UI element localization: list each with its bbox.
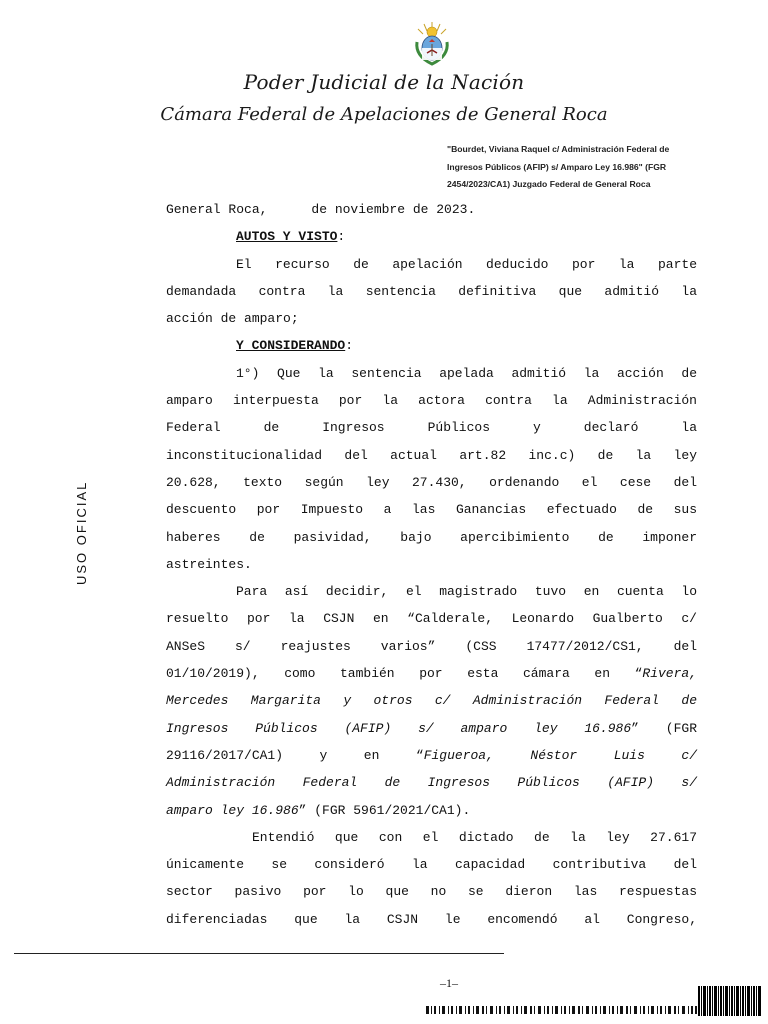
text-line: haberes de pasividad, bajo apercibimiento de imponer xyxy=(166,529,697,545)
text-line: sector pasivo por lo que no se dieron las respuestas xyxy=(166,884,697,900)
case-citation: Rivera, xyxy=(642,666,697,682)
barcode-strip-icon xyxy=(426,1006,698,1014)
text-segment: ” (FGR 5961/2021/CA1). xyxy=(298,802,471,818)
considerando-heading: Y CONSIDERANDO xyxy=(236,338,346,354)
court-name: Poder Judicial de la Nación xyxy=(243,70,525,94)
considerando-colon: : xyxy=(345,338,354,354)
text-line xyxy=(166,660,697,687)
text-line xyxy=(166,797,697,824)
text-line: El recurso de apelación deducido por la parte xyxy=(236,256,697,272)
text-segment: ” (FGR xyxy=(631,720,697,736)
text-line: amparo interpuesta por la actora contra la Administración xyxy=(166,393,697,409)
text-line: resuelto por la CSJN en “Calderale, Leonardo Gualberto c/ xyxy=(166,611,697,627)
text-line: 20.628, texto según ley 27.430, ordenando el cese del xyxy=(166,474,697,490)
case-citation: Ingresos Públicos (AFIP) s/ amparo ley 16.986 xyxy=(166,720,632,736)
barcode-icon xyxy=(698,986,762,1016)
text-line: demandada contra la sentencia definitiva que admitió la xyxy=(166,283,697,299)
text-line: Para así decidir, el magistrado tuvo en cuenta lo xyxy=(236,584,697,600)
case-caption: "Bourdet, Viviana Raquel c/ Administración Federal de Ingresos Públicos (AFIP) s/ Amparo Ley 16.986" (FGR 2454/2023/CA1) Juzgado Federal de General Roca xyxy=(447,144,670,189)
date-place: General Roca, xyxy=(166,202,268,217)
autos-heading: AUTOS Y VISTO xyxy=(236,229,338,245)
case-citation: amparo ley 16.986 xyxy=(166,802,299,818)
text-segment: 01/10/2019), como también por esta cámara en “ xyxy=(166,666,643,682)
considerando-heading-line xyxy=(166,332,697,359)
text-line xyxy=(166,742,697,769)
document-body xyxy=(166,196,697,933)
date-line xyxy=(166,196,697,223)
autos-colon: : xyxy=(337,229,346,245)
page-number: –1– xyxy=(440,976,458,990)
official-use-stamp: USO OFICIAL xyxy=(74,480,89,585)
text-line: Entendió que con el dictado de la ley 27.617 xyxy=(252,829,697,845)
text-line: diferenciadas que la CSJN le encomendó al Congreso, xyxy=(166,911,697,927)
date-rest: de noviembre de 2023. xyxy=(311,202,476,217)
text-line: acción de amparo; xyxy=(166,311,299,327)
text-line: astreintes. xyxy=(166,556,252,572)
text-line xyxy=(166,715,697,742)
case-citation: Administración Federal de Ingresos Públicos (AFIP) s/ xyxy=(166,775,697,791)
text-line: únicamente se consideró la capacidad contributiva del xyxy=(166,857,697,873)
text-line: 1°) Que la sentencia apelada admitió la acción de xyxy=(236,365,697,381)
chamber-name: Cámara Federal de Apelaciones de General Roca xyxy=(160,104,608,125)
text-line: inconstitucionalidad del actual art.82 inc.c) de la ley xyxy=(166,447,697,463)
text-line: ANSeS s/ reajustes varios” (CSS 17477/2012/CS1, del xyxy=(166,638,697,654)
argentine-coat-of-arms-icon xyxy=(411,20,453,66)
text-line: Federal de Ingresos Públicos y declaró la xyxy=(166,420,697,436)
case-citation: Mercedes Margarita y otros c/ Administración Federal de xyxy=(166,693,697,709)
case-citation: Figueroa, Néstor Luis c/ xyxy=(423,747,697,763)
footer-rule xyxy=(14,953,504,954)
text-line: descuento por Impuesto a las Ganancias efectuado de sus xyxy=(166,502,697,518)
text-segment: 29116/2017/CA1) y en “ xyxy=(166,747,424,763)
autos-heading-line xyxy=(166,223,697,250)
